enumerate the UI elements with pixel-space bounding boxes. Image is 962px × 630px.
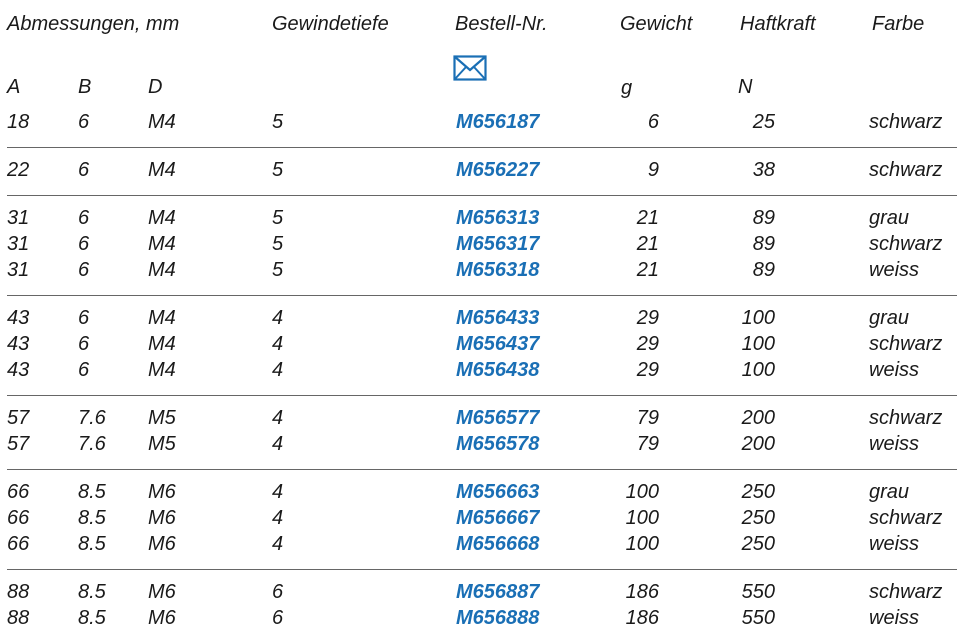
subheader-weight-unit: g <box>621 77 633 99</box>
subheader-a: A <box>7 76 21 98</box>
cell-a: 57 <box>7 433 30 455</box>
cell-d: M6 <box>148 481 176 503</box>
cell-holding-force: 89 <box>752 259 775 281</box>
cell-weight: 186 <box>625 581 659 603</box>
cell-color: schwarz <box>869 233 943 255</box>
cell-a: 31 <box>7 259 30 281</box>
cell-holding-force: 200 <box>741 433 775 455</box>
cell-weight: 21 <box>636 233 659 255</box>
cell-d: M6 <box>148 533 176 555</box>
header-thread-depth: Gewindetiefe <box>272 13 389 35</box>
cell-weight: 21 <box>636 259 659 281</box>
header-holding-force: Haftkraft <box>740 13 816 35</box>
cell-d: M6 <box>148 607 176 629</box>
cell-d: M4 <box>148 233 176 255</box>
cell-a: 57 <box>7 407 30 429</box>
cell-a: 66 <box>7 507 30 529</box>
cell-thread-depth: 4 <box>272 533 284 555</box>
order-number-link[interactable]: M656887 <box>456 581 540 603</box>
order-number-link[interactable]: M656317 <box>456 233 540 255</box>
cell-weight: 29 <box>636 307 659 329</box>
cell-weight: 79 <box>636 407 659 429</box>
cell-weight: 9 <box>647 159 659 181</box>
order-number-link[interactable]: M656313 <box>456 207 540 229</box>
cell-holding-force: 89 <box>752 207 775 229</box>
order-number-link[interactable]: M656577 <box>456 407 540 429</box>
cell-weight: 6 <box>647 111 659 133</box>
cell-holding-force: 100 <box>741 333 775 355</box>
cell-a: 43 <box>7 333 30 355</box>
cell-a: 88 <box>7 581 30 603</box>
subheader-d: D <box>148 76 163 98</box>
cell-color: schwarz <box>869 507 943 529</box>
cell-weight: 100 <box>625 533 659 555</box>
cell-d: M4 <box>148 307 176 329</box>
cell-color: grau <box>869 307 910 329</box>
cell-d: M6 <box>148 581 176 603</box>
cell-color: schwarz <box>869 111 943 133</box>
cell-color: grau <box>869 481 910 503</box>
cell-b: 6 <box>78 233 90 255</box>
cell-thread-depth: 4 <box>272 507 284 529</box>
cell-holding-force: 100 <box>741 307 775 329</box>
cell-a: 18 <box>7 111 30 133</box>
cell-holding-force: 89 <box>752 233 775 255</box>
cell-thread-depth: 4 <box>272 407 284 429</box>
order-number-link[interactable]: M656318 <box>456 259 540 281</box>
cell-d: M6 <box>148 507 176 529</box>
cell-thread-depth: 4 <box>272 433 284 455</box>
cell-a: 43 <box>7 359 30 381</box>
group-divider <box>7 147 957 148</box>
header-dimensions: Abmessungen, mm <box>7 13 180 35</box>
cell-d: M5 <box>148 407 176 429</box>
cell-b: 6 <box>78 333 90 355</box>
cell-b: 6 <box>78 259 90 281</box>
cell-b: 8.5 <box>78 607 106 629</box>
cell-d: M4 <box>148 111 176 133</box>
order-number-link[interactable]: M656578 <box>456 433 540 455</box>
order-number-link[interactable]: M656663 <box>456 481 540 503</box>
cell-b: 8.5 <box>78 581 106 603</box>
cell-holding-force: 25 <box>752 111 775 133</box>
group-divider <box>7 295 957 296</box>
cell-holding-force: 550 <box>741 581 775 603</box>
cell-thread-depth: 6 <box>272 607 284 629</box>
cell-b: 8.5 <box>78 481 106 503</box>
header-weight: Gewicht <box>620 13 693 35</box>
cell-color: schwarz <box>869 159 943 181</box>
cell-a: 31 <box>7 233 30 255</box>
cell-d: M4 <box>148 333 176 355</box>
cell-holding-force: 250 <box>741 533 775 555</box>
cell-b: 8.5 <box>78 507 106 529</box>
group-divider <box>7 195 957 196</box>
cell-color: weiss <box>869 433 920 455</box>
cell-d: M5 <box>148 433 176 455</box>
cell-weight: 79 <box>636 433 659 455</box>
cell-thread-depth: 5 <box>272 111 284 133</box>
cell-weight: 100 <box>625 507 659 529</box>
cell-d: M4 <box>148 259 176 281</box>
order-number-link[interactable]: M656667 <box>456 507 540 529</box>
cell-holding-force: 550 <box>741 607 775 629</box>
cell-a: 22 <box>7 159 30 181</box>
subheader-force-unit: N <box>738 76 753 98</box>
order-number-link[interactable]: M656227 <box>456 159 540 181</box>
cell-b: 8.5 <box>78 533 106 555</box>
cell-thread-depth: 5 <box>272 207 284 229</box>
cell-color: schwarz <box>869 333 943 355</box>
cell-d: M4 <box>148 159 176 181</box>
cell-weight: 100 <box>625 481 659 503</box>
cell-a: 66 <box>7 533 30 555</box>
cell-a: 31 <box>7 207 30 229</box>
cell-d: M4 <box>148 359 176 381</box>
cell-b: 6 <box>78 159 90 181</box>
cell-b: 6 <box>78 307 90 329</box>
cell-weight: 29 <box>636 333 659 355</box>
cell-b: 6 <box>78 359 90 381</box>
subheader-b: B <box>78 76 92 98</box>
order-number-link[interactable]: M656437 <box>456 333 540 355</box>
cell-weight: 29 <box>636 359 659 381</box>
cell-color: weiss <box>869 533 920 555</box>
cell-b: 7.6 <box>78 433 106 455</box>
group-divider <box>7 395 957 396</box>
cell-d: M4 <box>148 207 176 229</box>
cell-thread-depth: 5 <box>272 233 284 255</box>
cell-holding-force: 250 <box>741 481 775 503</box>
cell-thread-depth: 6 <box>272 581 284 603</box>
cell-a: 88 <box>7 607 30 629</box>
cell-weight: 186 <box>625 607 659 629</box>
cell-color: schwarz <box>869 581 943 603</box>
cell-b: 6 <box>78 207 90 229</box>
cell-holding-force: 100 <box>741 359 775 381</box>
cell-a: 43 <box>7 307 30 329</box>
cell-color: weiss <box>869 359 920 381</box>
order-number-link[interactable]: M656438 <box>456 359 540 381</box>
cell-b: 6 <box>78 111 90 133</box>
cell-color: weiss <box>869 607 920 629</box>
header-order-no: Bestell-Nr. <box>455 13 548 35</box>
envelope-icon[interactable] <box>453 55 487 81</box>
group-divider <box>7 569 957 570</box>
cell-thread-depth: 5 <box>272 159 284 181</box>
cell-thread-depth: 4 <box>272 359 284 381</box>
cell-a: 66 <box>7 481 30 503</box>
cell-holding-force: 200 <box>741 407 775 429</box>
cell-holding-force: 250 <box>741 507 775 529</box>
order-number-link[interactable]: M656668 <box>456 533 540 555</box>
order-number-link[interactable]: M656433 <box>456 307 540 329</box>
cell-color: grau <box>869 207 910 229</box>
order-number-link[interactable]: M656888 <box>456 607 540 629</box>
order-number-link[interactable]: M656187 <box>456 111 540 133</box>
header-color: Farbe <box>872 13 925 35</box>
group-divider <box>7 469 957 470</box>
cell-color: weiss <box>869 259 920 281</box>
cell-color: schwarz <box>869 407 943 429</box>
cell-holding-force: 38 <box>752 159 775 181</box>
cell-thread-depth: 4 <box>272 333 284 355</box>
cell-b: 7.6 <box>78 407 106 429</box>
cell-weight: 21 <box>636 207 659 229</box>
cell-thread-depth: 4 <box>272 307 284 329</box>
cell-thread-depth: 5 <box>272 259 284 281</box>
cell-thread-depth: 4 <box>272 481 284 503</box>
